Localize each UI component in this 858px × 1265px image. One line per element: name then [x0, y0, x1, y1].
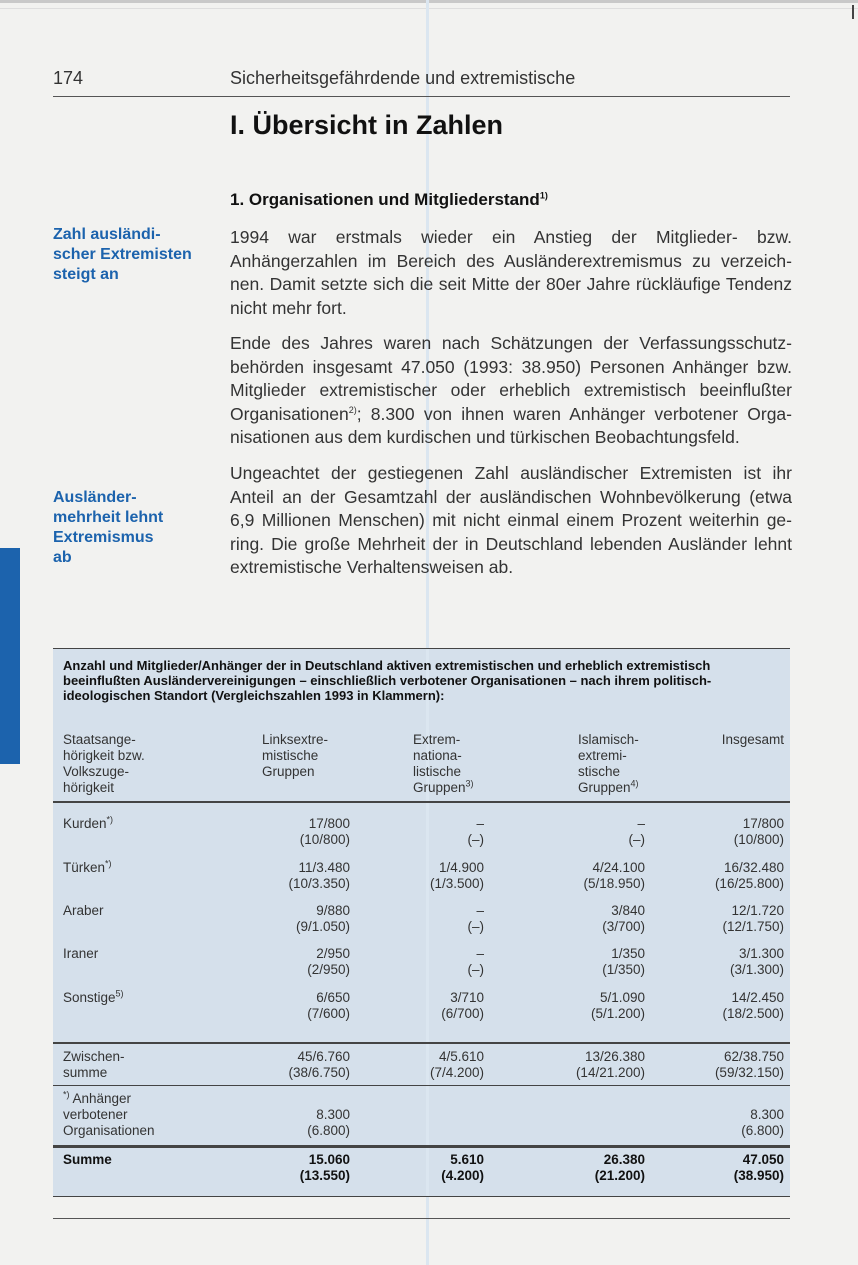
cell: 16/32.480 (16/25.800) — [714, 860, 784, 891]
cell: 2/950 (2/950) — [307, 946, 350, 977]
cell: 9/880 (9/1.050) — [295, 903, 350, 934]
paragraph-2: Ende des Jahres waren nach Schätzungen der Verfassungsschutz- behörden insgesamt 47.050 (1993: 38.950) Personen Anhänger bzw. Mitglieder extremistischer oder erheblich extremistisch beeinflußter Organisationen$^{2)}$; 8.300 von ihnen waren Anhänger verbotener Orga- nisationen aus dem kurdischen und türkischen Beobachtungsfeld. — [230, 333, 792, 447]
top-border — [0, 0, 858, 3]
cell: 5/1.090 (5/1.200) — [590, 990, 645, 1021]
cell: 4/5.610 (7/4.200) — [429, 1049, 484, 1080]
header-insgesamt: Insgesamt — [721, 732, 784, 747]
total-rule-thick — [53, 1145, 790, 1148]
header-rule — [53, 96, 790, 97]
header-linksextremistisch: Linksextre- mistische Gruppen — [262, 732, 329, 779]
header-staatsangehoerigkeit: Staatsange- hörigkeit bzw. Volkszuge- hörigkeit — [63, 732, 145, 795]
cell: 26.380 (21.200) — [594, 1152, 645, 1183]
header-rule-thick — [53, 801, 790, 803]
margin-note-2: Ausländer- mehrheit lehnt Extremismus ab — [53, 489, 164, 566]
cell: 1/4.900 (1/3.500) — [429, 860, 484, 891]
row-label-tuerken: Türken*) — [63, 858, 112, 875]
table-caption: Anzahl und Mitglieder/Anhänger der in Deutschland aktiven extremistischen und erheblich extremistisch beeinflußten Ausländervereinigungen – einschließlich verbotener Organisationen – nach ihrem politisch-ideologischen Standort (Vergleichszahlen 1993 in Klammern): — [63, 658, 712, 703]
header-islamisch: Islamisch- extremi- stische Gruppen$^{4)}$ — [578, 732, 639, 795]
paragraph-3: Ungeachtet der gestiegenen Zahl ausländischer Extremisten ist ihr Anteil an der Gesamtzahl der ausländischen Wohnbevölkerung (etwa 6,9 Millionen Menschen) mit nicht einmal einem Prozent weiterhin ge- ring. Die große Mehrheit der in Deutschland lebenden Ausländer lehnt extremistische Verhaltensweisen ab. — [230, 463, 792, 577]
cell: 15.060 (13.550) — [299, 1152, 350, 1183]
cell: 5.610 (4.200) — [441, 1152, 484, 1183]
row-label-summe: Summe — [63, 1152, 112, 1167]
cell: – (–) — [467, 903, 484, 934]
row-label-zwischensumme: Zwischen- summe — [63, 1049, 125, 1080]
table-bottom-rule — [53, 1196, 790, 1197]
cell: 12/1.720 (12/1.750) — [722, 903, 784, 934]
cell: – (–) — [628, 816, 645, 847]
row-label-iraner: Iraner — [63, 946, 99, 961]
row-label-verbotene: *) Anhänger verbotener Organisationen — [63, 1089, 155, 1138]
cell: 3/1.300 (3/1.300) — [729, 946, 784, 977]
cell: 17/800 (10/800) — [733, 816, 784, 847]
row-label-sonstige: Sonstige$^{5)}$ — [63, 988, 124, 1005]
table-top-rule — [53, 648, 790, 649]
page-bottom-rule — [53, 1218, 790, 1219]
cell: – (–) — [467, 946, 484, 977]
margin-note-1: Zahl ausländi- scher Extremisten steigt an — [53, 226, 192, 283]
margin-color-bar — [0, 548, 20, 764]
top-border-thin — [0, 8, 858, 9]
cell: 3/840 (3/700) — [602, 903, 645, 934]
cell: 62/38.750 (59/32.150) — [714, 1049, 784, 1080]
cell: 3/710 (6/700) — [441, 990, 484, 1021]
cell: 6/650 (7/600) — [307, 990, 350, 1021]
cell: 8.300 (6.800) — [741, 1107, 784, 1138]
page-title: I. Übersicht in Zahlen — [230, 110, 504, 140]
subtotal-rule — [53, 1085, 790, 1086]
cell: – (–) — [467, 816, 484, 847]
row-label-kurden: Kurden*) — [63, 814, 114, 831]
section-heading: 1. Organisationen und Mitgliederstand$^{1)}$ — [230, 190, 548, 209]
cell: 45/6.760 (38/6.750) — [288, 1049, 350, 1080]
page-number: 174 — [53, 68, 84, 88]
cell: 17/800 (10/800) — [299, 816, 350, 847]
header-extremnationalistisch: Extrem- nationa- listische Gruppen$^{3)}$ — [413, 732, 474, 795]
cell: 1/350 (1/350) — [602, 946, 645, 977]
cell: 4/24.100 (5/18.950) — [583, 860, 645, 891]
cell: 14/2.450 (18/2.500) — [722, 990, 784, 1021]
cell: 47.050 (38.950) — [733, 1152, 784, 1183]
cell: 13/26.380 (14/21.200) — [575, 1049, 645, 1080]
cell: 8.300 (6.800) — [307, 1107, 350, 1138]
edge-mark — [852, 5, 854, 19]
running-header: Sicherheitsgefährdende und extremistische — [230, 68, 576, 88]
subtotal-rule-thick — [53, 1042, 790, 1044]
cell: 11/3.480 (10/3.350) — [288, 860, 350, 891]
paragraph-1: 1994 war erstmals wieder ein Anstieg der Mitglieder- bzw. Anhängerzahlen im Bereich des Ausländerextremismus zu verzeich- nen. Damit setzte sich die seit Mitte der 80er Jahre rückläufige Tendenz nicht mehr fort. — [230, 227, 792, 318]
row-label-araber: Araber — [63, 903, 104, 918]
